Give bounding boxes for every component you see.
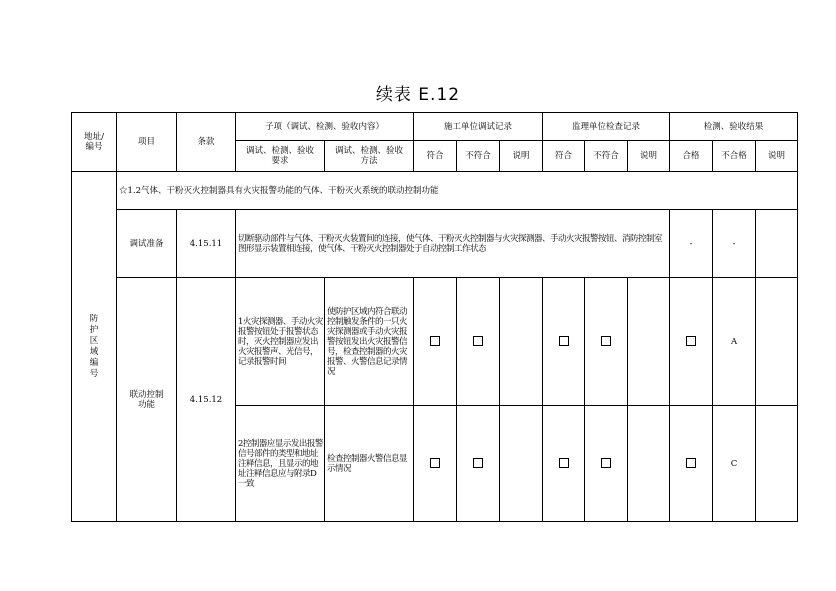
page-title: 续表 E.12 [375,85,461,105]
header-supervision-nonconform: 不符合 [585,141,628,172]
row-item-prep: 调试准备 [117,210,177,278]
checkbox-icon[interactable] [559,336,569,346]
sub1-construction-remark [500,278,543,406]
sub2-supervision-nonconform[interactable] [585,406,628,522]
row-item-linkage: 联动控制 功能 [117,278,177,522]
header-results: 检测、验收结果 [670,113,798,141]
header-result-remark: 说明 [756,141,798,172]
row-remark-prep [756,210,798,278]
sub1-supervision-remark [628,278,670,406]
location-cell: 防 护 区 域 编 号 [72,172,117,522]
header-result-qualified: 合格 [670,141,713,172]
sub2-result-qualified[interactable] [670,406,713,522]
header-sub-requirements: 调试、检测、验收 要求 [236,141,325,172]
row-qualified-prep: - [670,210,713,278]
sub1-method: 使防护区域内符合联动控制触发条件的一只火灾探测器或手动火灾报警按钮发出火灾报警信号，检查控制器的火灾报警、火警信息记录情况 [325,278,414,406]
header-supervision: 监理单位检查记录 [543,113,670,141]
header-construction-remark: 说明 [500,141,543,172]
sub2-supervision-conform[interactable] [543,406,585,522]
sub1-requirement: 1火灾探测器、手动火灾报警按钮处于报警状态时，灭火控制器应发出火灾报警声、光信号，记录报警时间 [236,278,325,406]
sub2-method: 检查控制器火警信息显示情况 [325,406,414,522]
checkbox-icon[interactable] [686,458,696,468]
checkbox-icon[interactable] [686,336,696,346]
sub2-result-unqualified: C [713,406,756,522]
sub1-construction-conform[interactable] [414,278,457,406]
sub2-supervision-remark [628,406,670,522]
checkbox-icon[interactable] [559,458,569,468]
sub1-supervision-conform[interactable] [543,278,585,406]
sub2-construction-nonconform[interactable] [457,406,500,522]
header-construction-nonconform: 不符合 [457,141,500,172]
checkbox-icon[interactable] [430,458,440,468]
header-item: 项目 [117,113,177,172]
sub1-result-unqualified: A [713,278,756,406]
sub2-result-remark [756,406,798,522]
header-supervision-conform: 符合 [543,141,585,172]
row-content-prep: 切断驱动部件与气体、干粉灭火装置间的连接，使气体、干粉灭火控制器与火灾探测器、手动火灾报警按钮、消防控制室图形显示装置相连接，使气体、干粉灭火控制器处于自动控制工作状态 [236,210,670,278]
sub2-requirement: 2控制器应显示发出报警信号部件的类型和地址注释信息，且显示的地 址注释信息应与附录D一致 [236,406,325,522]
checkbox-icon[interactable] [473,336,483,346]
header-construction: 施工单位调试记录 [414,113,543,141]
header-clause: 条款 [177,113,236,172]
checkbox-icon[interactable] [430,336,440,346]
header-construction-conform: 符合 [414,141,457,172]
checkbox-icon[interactable] [601,336,611,346]
header-result-unqualified: 不合格 [713,141,756,172]
sub1-result-qualified[interactable] [670,278,713,406]
sub1-construction-nonconform[interactable] [457,278,500,406]
header-sub-methods: 调试、检测、验收 方法 [325,141,414,172]
row-unqualified-prep: - [713,210,756,278]
sub2-construction-conform[interactable] [414,406,457,522]
sub1-result-remark [756,278,798,406]
checkbox-icon[interactable] [601,458,611,468]
sub1-supervision-nonconform[interactable] [585,278,628,406]
row-clause-linkage: 4.15.12 [177,278,236,522]
header-location: 地址/ 编号 [72,113,117,172]
inspection-table [71,112,798,522]
header-supervision-remark: 说明 [628,141,670,172]
checkbox-icon[interactable] [473,458,483,468]
section-heading: ☆1.2气体、干粉灭火控制器具有火灾报警功能的气体、干粉灭火系统的联动控制功能 [117,172,798,210]
header-sub-item: 子项（调试、检测、验收内容） [236,113,414,141]
sub2-construction-remark [500,406,543,522]
row-clause-prep: 4.15.11 [177,210,236,278]
